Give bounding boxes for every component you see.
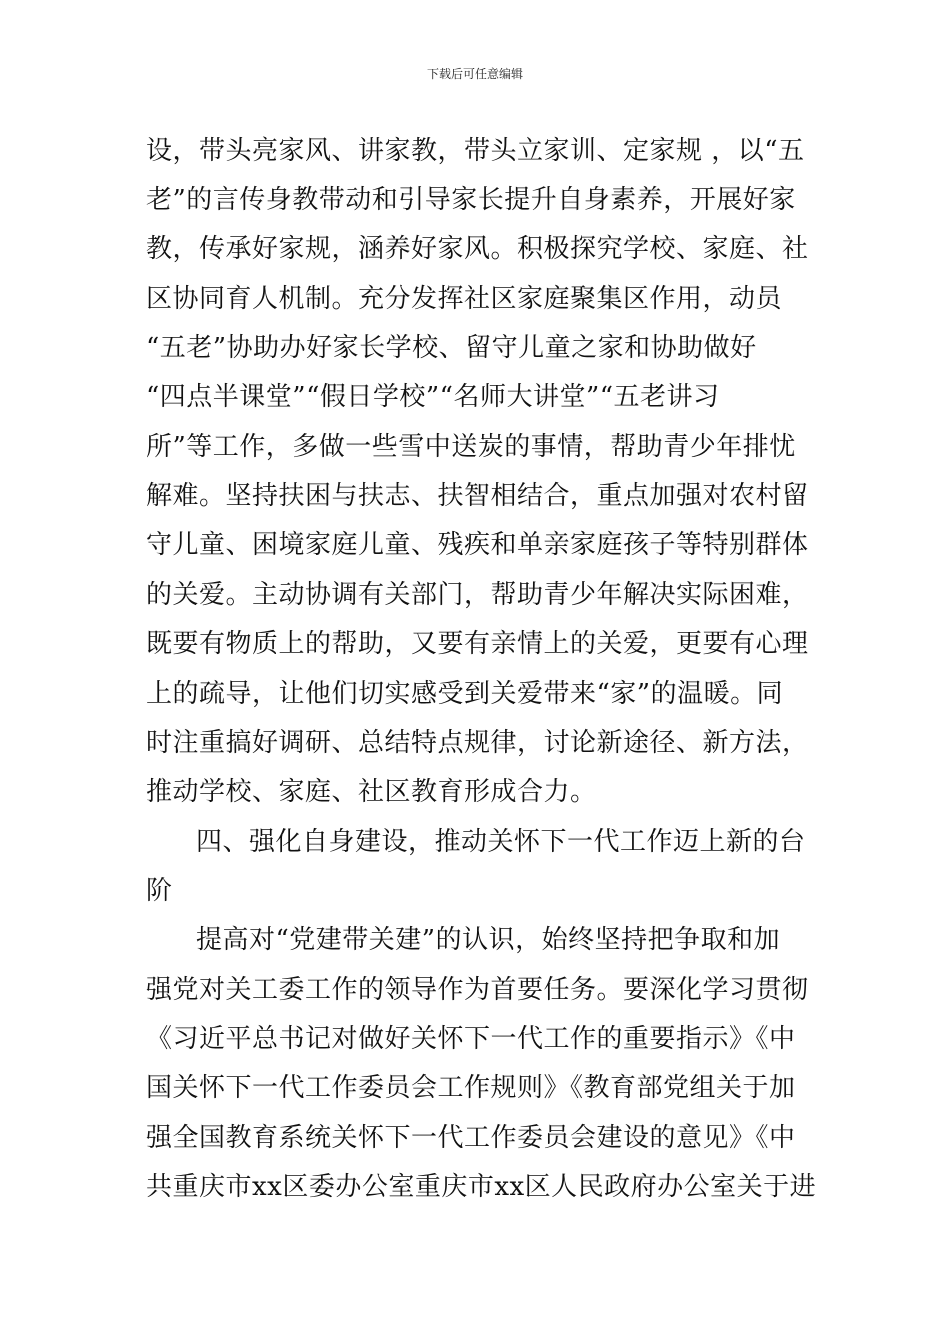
section-heading: 四、强化自身建设，推动关怀下一代工作迈上新的台 [196, 827, 806, 857]
body-line: 强全国教育系统关怀下一代工作委员会建设的意见》《中 [146, 1123, 796, 1153]
body-line: “五老”协助办好家长学校、留守儿童之家和协助做好 [146, 333, 757, 363]
body-line: 推动学校、家庭、社区教育形成合力。 [146, 777, 597, 807]
body-line: 国关怀下一代工作委员会工作规则》《教育部党组关于加 [146, 1073, 796, 1103]
body-line: 共重庆市xx区委办公室重庆市xx区人民政府办公室关于进 [146, 1172, 817, 1202]
page-header-note: 下载后可任意编辑 [426, 67, 523, 81]
body-line: 《习近平总书记对做好关怀下一代工作的重要指示》《中 [146, 1024, 796, 1054]
body-line: 的关爱。主动协调有关部门，帮助青少年解决实际困难， [146, 580, 809, 610]
body-line: 老”的言传身教带动和引导家长提升自身素养，开展好家 [146, 185, 796, 215]
body-line: 区协同育人机制。充分发挥社区家庭聚集区作用，动员 [146, 284, 783, 314]
body-line: 时注重搞好调研、总结特点规律，讨论新途径、新方法， [146, 728, 809, 758]
body-line: 解难。坚持扶困与扶志、扶智相结合，重点加强对农村留 [146, 481, 809, 511]
paragraph-first-line: 提高对“党建带关建”的认识，始终坚持把争取和加 [196, 925, 781, 955]
body-line: 既要有物质上的帮助，又要有亲情上的关爱，更要有心理 [146, 629, 809, 659]
body-line: “四点半课堂”“假日学校”“名师大讲堂”“五老讲习 [146, 382, 720, 412]
body-line: 教，传承好家规，涵养好家风。积极探究学校、家庭、社 [146, 234, 809, 264]
section-heading-continuation: 阶 [146, 876, 173, 906]
body-line: 设，带头亮家风、讲家教，带头立家训、定家规 ，以“五 [146, 136, 805, 166]
body-line: 上的疏导，让他们切实感受到关爱带来“家”的温暖。同 [146, 679, 784, 709]
body-line: 强党对关工委工作的领导作为首要任务。要深化学习贯彻 [146, 975, 809, 1005]
body-line: 所”等工作，多做一些雪中送炭的事情，帮助青少年排忧 [146, 432, 796, 462]
body-line: 守儿童、困境家庭儿童、残疾和单亲家庭孩子等特别群体 [146, 530, 809, 560]
